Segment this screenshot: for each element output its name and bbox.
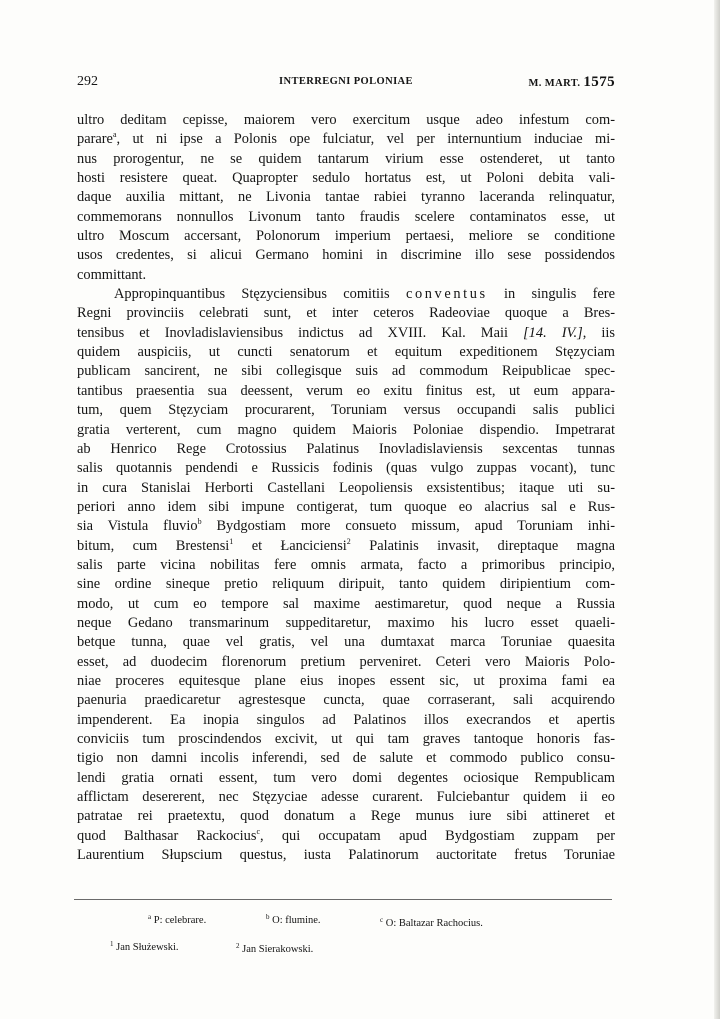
page-edge-shadow	[714, 0, 720, 1019]
text-line: nus prorogentur, ne se quidem tantarum virium esse ostenderet, ut tanto	[77, 150, 615, 167]
footnote-a: $^a$ P: celebrare.	[148, 913, 207, 926]
text-line: tensibus et Inovladislaviensibus indictus ad XVIII. Kal. Maii [14. IV.], iis	[77, 324, 615, 341]
running-title: INTERREGNI POLONIAE	[279, 76, 413, 87]
text-line: commemorans nonnullos Livonum tanto fraudis scelere contaminatos esse, ut	[77, 208, 615, 225]
footnote-ref: b	[197, 517, 202, 527]
text-line: neque Gedano transmarinum suppeditaretur, maximo his lucro esset quaeli-	[77, 614, 615, 631]
text-line: salis quotannis pendendi e Russicis fodinis (quas vulgo zuppas vocant), tunc	[77, 460, 615, 477]
text-line: tum, quem Stęzyciam procurarent, Toruniam versus occupandi salis publici	[77, 402, 615, 419]
footnote-ref: 1	[229, 536, 234, 546]
text-line: modo, ut cum eo tempore sal maxime aestimaretur, quod neque a Russia	[77, 595, 615, 612]
spaced-word: conventus	[405, 286, 488, 303]
text-line: usos credentes, si alicui Germano homini in discrimine illo sese possidendos	[77, 247, 615, 264]
text-line: Regni provinciis celebrati sunt, et inter ceteros Radeoviae quoque a Bres-	[77, 305, 615, 322]
body-text	[77, 111, 615, 865]
footnote-ref: c	[256, 826, 261, 836]
text-line: daque auxilia mittant, ne Livonia tantae rabiei tyranno laceranda relinquatur,	[77, 189, 615, 206]
footnote-ref: a	[112, 130, 117, 140]
text-line: gratia verterent, cum magno quidem Maioris Poloniae dispendio. Impetrarat	[77, 421, 615, 438]
text-line: hosti resistere queat. Quapropter sedulo hortatus est, ut Poloni debita vali-	[77, 170, 615, 187]
text-line: sine ordine sineque pretio reliquum diripuit, tanto quidem diripientium com-	[77, 576, 615, 593]
text-line: tantibus praesentia sua deessent, verum eo exitu finitus est, ut eum appara-	[77, 382, 615, 399]
footnote-b: $^b$ O: flumine.	[266, 913, 321, 926]
text-line: esset, ad duodecim florenorum pretium perveniret. Ceteri vero Maioris Polo-	[77, 653, 615, 670]
text-line: patratae rei praetextu, quod donatum a Rege munus iure sibi attineret et	[77, 808, 615, 825]
date-prefix: M. MART.	[528, 78, 581, 89]
text-line: lendi gratia ornati essent, tum vero domi degentes ociosique Rempublicam	[77, 769, 615, 786]
footnote-2: $^2$ Jan Sierakowski.	[236, 942, 314, 955]
text-line: in cura Stanislai Herborti Castellani Leopoliensis exsistentibus; itaque uti su-	[77, 479, 615, 496]
text-line: sia Vistula fluvio$^b$ Bydgostiam more consueto missum, apud Toruniam inhi-	[77, 517, 615, 535]
text-line: committant.	[77, 266, 147, 283]
running-header	[77, 74, 615, 94]
text-line: impenderent. Ea inopia singulos ad Palatinos illos execrandos et apertis	[77, 711, 615, 728]
footnote-divider	[74, 899, 612, 900]
header-date	[528, 74, 615, 91]
text-line: ab Henrico Rege Crotossius Palatinus Inovladislaviensis sexcentas tunnas	[77, 440, 615, 457]
footnote-c: $^c$ O: Baltazar Rachocius.	[380, 916, 483, 929]
text-line: conviciis tum proscindendos excivit, ut qui tam graves tantoque honoris fas-	[77, 731, 615, 747]
text-line: betque tunna, quae vel gratis, vel una dumtaxat marca Toruniae quaesita	[77, 634, 615, 651]
text-line: quod Balthasar Rackocius$^c$, qui occupatam apud Bydgostiam zuppam per	[77, 826, 615, 844]
text-line: tigio non damni incolis inferendi, sed de salute et commodo publico consu-	[77, 750, 615, 767]
text-line: salis parte vicina nobilitas fere omnis armata, facto a primoribus principio,	[77, 556, 615, 573]
text-line: niae proceres equitesque plane eius inopes essent sic, ut proxima fami ea	[77, 672, 615, 689]
text-line: parare$^a$, ut ni ipse a Polonis ope fulciatur, vel per internuntium induciae mi-	[77, 130, 615, 148]
text-line: paenuria praedicaretur agrestesque cuncta, quae corraserant, sali acquirendo	[77, 692, 615, 709]
header-year: 1575	[583, 74, 615, 90]
text-line: Laurentium Słupscium questus, iusta Palatinorum auctoritate fretus Toruniae	[77, 847, 615, 864]
text-line: afflictam desererent, nec Stęzyciae adesse curarent. Fulciebantur quidem ii eo	[77, 789, 615, 806]
text-line: ultro deditam cepisse, maiorem vero exercitum usque adeo infestum com-	[77, 112, 615, 128]
text-line: ultro Moscum accersant, Polonorum imperium pertaesi, meliore se conditione	[77, 228, 615, 245]
footnote-ref: 2	[346, 536, 351, 546]
footnote-1: $^1$ Jan Służewski.	[110, 940, 179, 953]
text-line: publicam sancirent, ne sibi collegisque suis ad commodum Reipublicae spec-	[77, 363, 615, 380]
italic-date: [14. IV.]	[523, 324, 583, 341]
text-line: quidem auspiciis, ut cuncti senatorum et equitum expeditionem Stęzyciam	[77, 344, 615, 361]
text-line: bitum, cum Brestensi$^1$ et Łanciciensi$^2$ Palatinis invasit, direptaque magna	[77, 536, 615, 554]
text-line: periori anno idem sibi impune contigerat, tum quoque eo alacrius sal e Rus-	[77, 498, 615, 515]
page-number: 292	[77, 74, 98, 89]
text-line: Appropinquantibus Stęzyciensibus comitiis conventus in singulis fere	[114, 286, 615, 303]
